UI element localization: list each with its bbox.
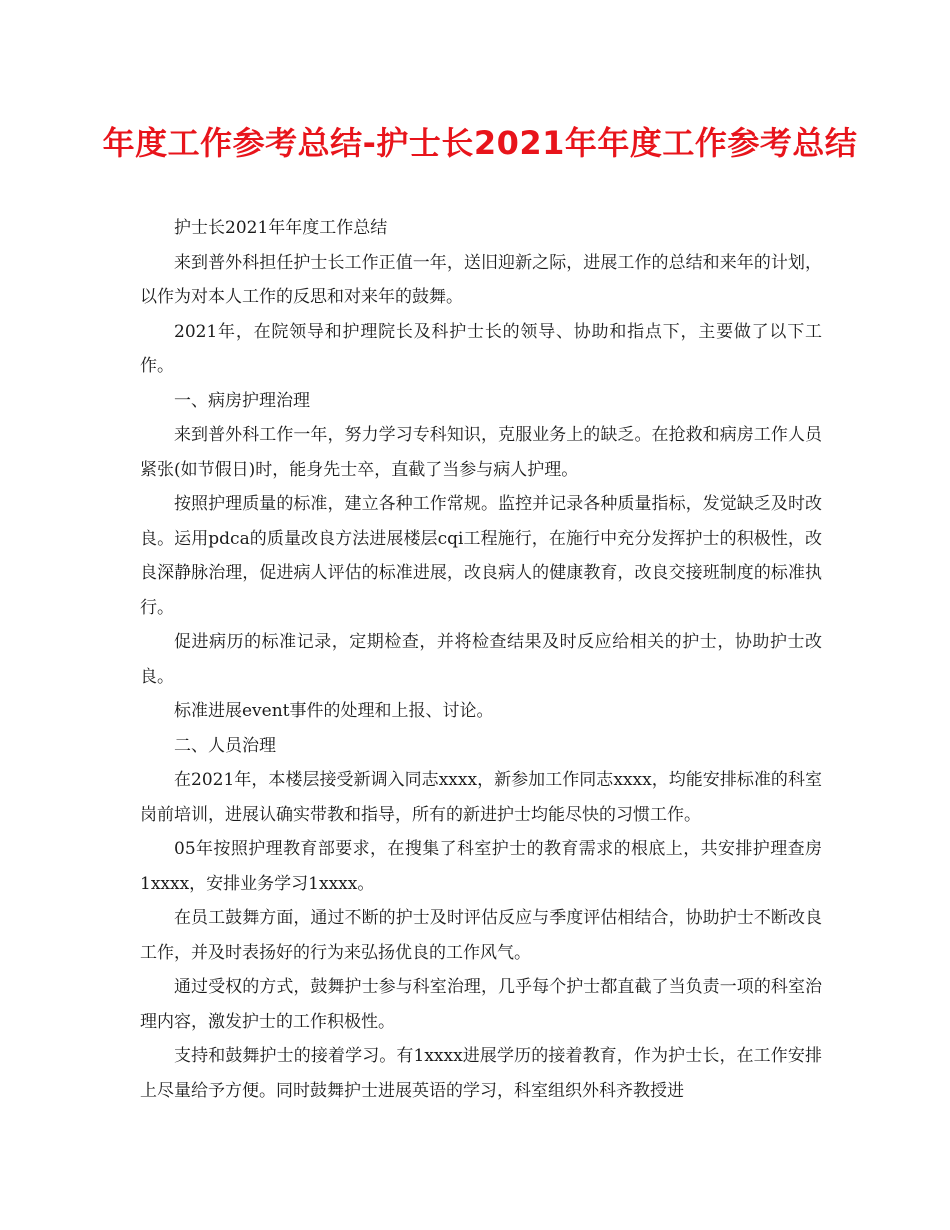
paragraph: 促进病历的标准记录，定期检查，并将检查结果及时反应给相关的护士，协助护士改良。 [140, 632, 822, 687]
paragraph: 标准进展event事件的处理和上报、讨论。 [174, 701, 494, 721]
document-title: 年度工作参考总结-护士长2021年年度工作参考总结 [102, 124, 858, 162]
paragraph: 按照护理质量的标准，建立各种工作常规。监控并记录各种质量指标，发觉缺乏及时改良。运用pdca的质量改良方法进展楼层cqi工程施行，在施行中充分发挥护士的积极性，改良深静脉治理，促进病人评估的标准进展，改良病人的健康教育，改良交接班制度的标准执行。 [140, 494, 822, 618]
paragraph: 在员工鼓舞方面，通过不断的护士及时评估反应与季度评估相结合，协助护士不断改良工作，并及时表扬好的行为来弘扬优良的工作风气。 [140, 908, 822, 963]
paragraph: 来到普外科工作一年，努力学习专科知识，克服业务上的缺乏。在抢救和病房工作人员紧张(如节假日)时，能身先士卒，直截了当参与病人护理。 [140, 425, 822, 480]
document-body [140, 211, 822, 1108]
section-heading-ward-management: 一、病房护理治理 [174, 390, 310, 411]
paragraph-subtitle: 护士长2021年年度工作总结 [174, 218, 388, 238]
paragraph: 在2021年，本楼层接受新调入同志xxxx，新参加工作同志xxxx，均能安排标准的科室岗前培训，进展认确实带教和指导，所有的新进护士均能尽快的习惯工作。 [140, 770, 822, 825]
paragraph: 05年按照护理教育部要求，在搜集了科室护士的教育需求的根底上，共安排护理查房1xxxx，安排业务学习1xxxx。 [140, 839, 822, 894]
paragraph-overview: 2021年，在院领导和护理院长及科护士长的领导、协助和指点下，主要做了以下工作。 [140, 321, 822, 376]
paragraph: 通过受权的方式，鼓舞护士参与科室治理，几乎每个护士都直截了当负责一项的科室治理内容，激发护士的工作积极性。 [140, 977, 822, 1032]
paragraph: 支持和鼓舞护士的接着学习。有1xxxx进展学历的接着教育，作为护士长，在工作安排上尽量给予方便。同时鼓舞护士进展英语的学习，科室组织外科齐教授进 [140, 1046, 822, 1101]
paragraph-intro: 来到普外科担任护士长工作正值一年，送旧迎新之际，进展工作的总结和来年的计划，以作为对本人工作的反思和对来年的鼓舞。 [140, 252, 822, 307]
section-heading-staff-management: 二、人员治理 [174, 735, 276, 756]
